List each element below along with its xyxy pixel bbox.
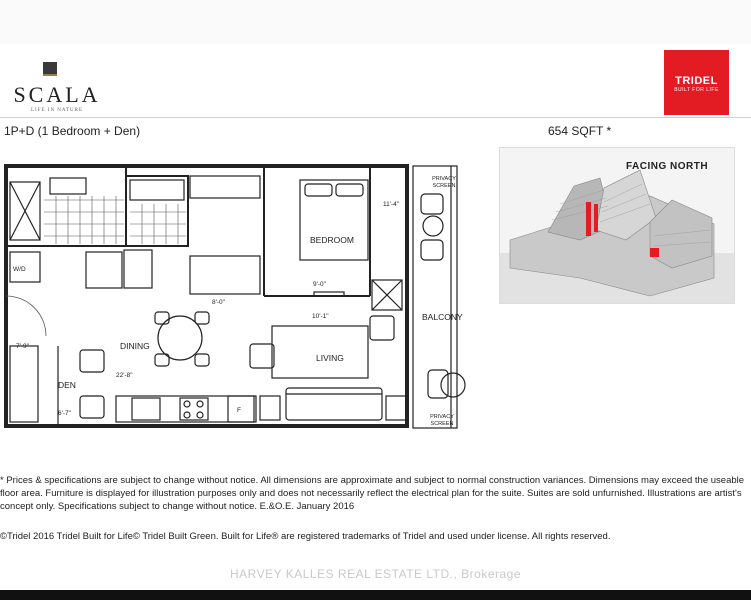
room-label-laundry: W/D	[13, 266, 26, 273]
dimension-living-width: 10'-1"	[312, 313, 329, 320]
armchair	[370, 316, 394, 340]
floor-plan	[0, 160, 470, 435]
burner	[184, 412, 190, 418]
room-label-den: DEN	[58, 380, 76, 390]
fridge-box	[228, 396, 254, 422]
privacy-screen-top-line2: SCREEN	[432, 183, 456, 189]
den-desk	[10, 346, 38, 422]
privacy-screen-bottom-line1: PRIVACY	[430, 414, 454, 420]
closet-wall-lower	[190, 256, 260, 294]
dining-chair	[155, 312, 169, 324]
pillow-right	[336, 184, 363, 196]
side-table	[260, 396, 280, 420]
dimension-den-width: 7'-9"	[16, 343, 29, 350]
dimension-bedroom-depth: 9'-0"	[313, 281, 326, 288]
dimension-bedroom-width: 11'-4"	[383, 201, 400, 208]
vanity	[50, 178, 86, 194]
armchair	[250, 344, 274, 368]
dimension-den-depth: 6'-7"	[58, 410, 71, 417]
dimension-dining-depth: 22'-8"	[116, 372, 133, 379]
bathtub	[130, 180, 184, 200]
balcony-chair	[421, 194, 443, 214]
unit-type-label: 1P+D (1 Bedroom + Den)	[4, 124, 141, 138]
development-tagline: LIFE IN NATURE	[30, 108, 84, 113]
closet-wall	[190, 176, 260, 198]
balcony-chair	[421, 240, 443, 260]
ensuite-wall	[126, 176, 188, 246]
disclaimer-text: * Prices & specifications are subject to change without notice. All dimensions are approximate and subject to normal construction variances. Dimensions may exceed the useable floor area. Furniture is displayed for illustration purposes only and does not necessarily reflect the electrical plan for the suite. Suites are sold unfurnished. Illustrations are artist's concept only. Specifications subject to change without notice. E.&O.E. January 2016	[0, 475, 745, 512]
burner	[197, 401, 203, 407]
header-divider	[0, 117, 751, 118]
pillow-left	[305, 184, 332, 196]
burner	[197, 412, 203, 418]
room-label-living: LIVING	[316, 353, 344, 363]
room-label-dining: DINING	[120, 341, 150, 351]
developer-tagline: BUILT FOR LIFE	[674, 87, 719, 93]
copyright-text: ©Tridel 2016 Tridel Built for Life© Tridel Built Green. Built for Life® are registered trademarks of Tridel and used under license. All rights reserved.	[0, 531, 611, 542]
bottom-strip	[0, 590, 751, 600]
balcony-table	[423, 216, 443, 236]
den-chair	[80, 396, 104, 418]
privacy-screen-top-line1: PRIVACY	[432, 176, 456, 182]
scala-logo	[12, 60, 102, 120]
room-label-balcony: BALCONY	[422, 312, 463, 322]
sofa	[286, 388, 382, 420]
header-band	[0, 0, 751, 44]
scala-logo-mark	[43, 62, 57, 76]
bathroom-tile-grid	[44, 196, 124, 244]
dining-chair	[195, 354, 209, 366]
entry-door-swing	[6, 296, 46, 336]
sink-counter	[124, 250, 152, 288]
linen-closet	[86, 252, 122, 288]
room-label-bedroom: BEDROOM	[310, 235, 354, 245]
dining-chair	[195, 312, 209, 324]
tridel-logo	[664, 50, 729, 115]
kitchen-sink	[132, 398, 160, 420]
balcony-table	[441, 373, 465, 397]
den-chair	[80, 350, 104, 372]
developer-name: TRIDEL	[675, 75, 718, 87]
render-orientation-label: FACING NORTH	[626, 161, 709, 172]
privacy-screen-bottom-line2: SCREEN	[430, 421, 454, 427]
ensuite-tile-grid	[130, 204, 186, 244]
development-name: SCALA	[13, 82, 101, 107]
appliance-label-fridge: F	[237, 407, 241, 414]
bed	[300, 180, 368, 260]
brokerage-watermark: HARVEY KALLES REAL ESTATE LTD., Brokerage	[229, 567, 522, 581]
side-table	[386, 396, 406, 420]
burner	[184, 401, 190, 407]
dimension-closet-width: 8'-0"	[212, 299, 225, 306]
unit-area-label: 654 SQFT *	[548, 124, 612, 138]
living-rug	[272, 326, 368, 378]
